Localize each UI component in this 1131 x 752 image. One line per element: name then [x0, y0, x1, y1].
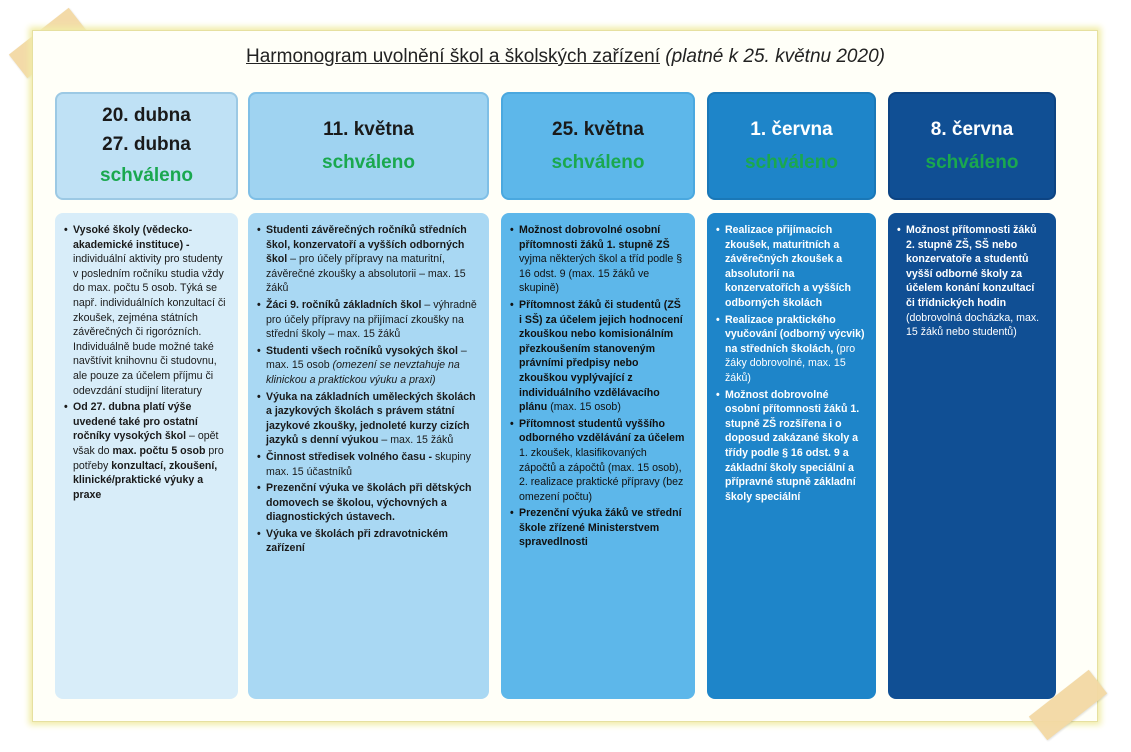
list-item-text: individuální aktivity pro studenty v posledním ročníku studia vždy do max. počtu 5 osob. Týká se např. individuálních konzultací či zkoušek, zejména státních závěrečných či rigorózních. Individuálně bude možné také navštívit knihovnu či studovnu, ale pouze za účelem příjmu či odevzdání studijní literatury: [73, 253, 226, 397]
list-item-text: Realizace praktického vyučování (odborný výcvik) na středních školách,: [725, 313, 865, 355]
list-item: [519, 506, 685, 550]
list-item-text: Přítomnost žáků či studentů (ZŠ i SŠ) za účelem jejich hodnocení zkouškou nebo komisionálním přezkoušením stanoveným právními předpisy nebo zkouškou vyplývající z individuálního vzdělávacího plánu: [519, 298, 683, 414]
list-item-text: Prezenční výuka ve školách při dětských domovech se školou, výchovných a diagnostických ústavech.: [266, 482, 472, 524]
title-main: Harmonogram uvolnění škol a školských zařízení: [246, 46, 660, 67]
list-item: [266, 481, 479, 525]
list-item-text: Od 27. dubna platí výše uvedené také pro ostatní ročníky vysokých škol: [73, 401, 198, 443]
list-item-text: vyjma některých škol a tříd podle § 16 odst. 9 (max. 15 žáků ve skupině): [519, 253, 683, 295]
column-2-header: [248, 92, 489, 200]
list-item-text: (omezení se nevztahuje na klinickou a praktickou výuku a praxi): [266, 359, 460, 386]
column-5-list: [898, 223, 1046, 340]
column-2-body: [248, 213, 489, 699]
column-1-date-2: 27. dubna: [102, 134, 191, 155]
list-item: [266, 344, 479, 388]
list-item-text: Studenti všech ročníků vysokých škol: [266, 344, 458, 357]
list-item: [73, 223, 228, 398]
column-1-status: schváleno: [100, 165, 193, 186]
list-item-text: Výuka ve školách při zdravotnickém zařízení: [266, 527, 448, 555]
column-4-body: [707, 213, 876, 699]
list-item-text: 1. zkoušek, klasifikovaných zápočtů a zápočtů (max. 15 osob), 2. realizace praktické přípravy (bez omezení počtu): [519, 446, 684, 503]
title-sub: (platné k 25. květnu 2020): [665, 46, 885, 67]
column-1-body: [55, 213, 238, 699]
column-2-status: schváleno: [322, 151, 415, 173]
list-item: [519, 417, 685, 505]
list-item-text: Přítomnost studentů vyššího odborného vzdělávání za účelem: [519, 417, 685, 445]
list-item: [519, 223, 685, 296]
list-item-text: (dobrovolná docházka, max. 15 žáků nebo studentů): [906, 311, 1040, 339]
column-3-list: [511, 223, 685, 550]
column-1-date-1: 20. dubna: [102, 105, 191, 126]
column-3-status: schváleno: [551, 151, 645, 173]
column-3-date: 25. května: [552, 118, 644, 140]
column-4-list: [717, 223, 866, 504]
list-item-text: Činnost středisek volného času -: [266, 450, 433, 463]
list-item-text: – výhradně pro účely přípravy na přijímací zkoušky na střední školy – max. 15 žáků: [266, 298, 477, 341]
list-item-text: skupiny max. 15 účastníků: [266, 450, 471, 478]
column-1-header: [55, 92, 238, 200]
column-2-date: 11. května: [323, 118, 414, 140]
list-item: [906, 223, 1046, 340]
column-4-status: schváleno: [745, 151, 838, 173]
list-item-text: (pro žáky dobrovolné, max. 15 žáků): [725, 342, 856, 384]
column-4-header: [707, 92, 876, 200]
list-item-text: Studenti závěrečných ročníků středních škol, konzervatoří a vyšších odborných škol: [266, 224, 467, 266]
list-item-text: – max. 15 osob: [266, 344, 467, 372]
list-item: [266, 450, 479, 479]
list-item: [725, 223, 866, 311]
list-item-text: Možnost dobrovolné osobní přítomnosti žáků 1. stupně ZŠ: [519, 224, 670, 251]
list-item-text: – opět však do: [73, 430, 219, 457]
list-item: [266, 223, 479, 296]
list-item-text: (max. 15 osob): [547, 401, 621, 414]
list-item-text: max. počtu 5 osob: [112, 444, 206, 457]
list-item-text: Žáci 9. ročníků základních škol: [266, 298, 422, 311]
list-item-text: Realizace přijímacích zkoušek, maturitních a závěrečných zkoušek a absolutorií na konzervatořích a vyšších odborných školách: [725, 224, 852, 309]
column-5-date: 8. června: [930, 118, 1014, 140]
column-3-body: [501, 213, 695, 699]
list-item: [266, 390, 479, 448]
column-5-body: [888, 213, 1056, 699]
list-item-text: Možnost dobrovolné osobní přítomnosti žáků 1. stupně ZŠ rozšířena i o doposud zakázané školy a třídy podle § 16 odst. 9 a základní školy speciální a přípravné stupně základní školy speciální: [725, 388, 860, 503]
column-5-status: schváleno: [925, 151, 1019, 173]
list-item-text: Možnost přítomnosti žáků 2. stupně ZŠ, SŠ nebo konzervatoře a studentů vyšší odborné školy za účelem konání konzultací či třídnických hodin: [906, 224, 1037, 309]
list-item-text: Vysoké školy (vědecko-akademické instituce) -: [73, 224, 193, 251]
list-item-text: pro potřeby: [73, 444, 224, 472]
list-item: [73, 400, 228, 502]
list-item-text: – max. 15 žáků: [378, 434, 454, 447]
column-1-list: [65, 223, 228, 502]
list-item: [725, 313, 866, 386]
list-item-text: Prezenční výuka žáků ve střední škole zřízené Ministerstvem spravedlnosti: [519, 507, 682, 549]
list-item-text: Výuka na základních uměleckých školách a jazykových školách s právem státní jazykové zkoušky, jednoleté kurzy cizích jazyků s denní výukou: [266, 390, 476, 447]
column-5-header: [888, 92, 1056, 200]
list-item: [725, 388, 866, 505]
page-title: [0, 46, 1131, 68]
list-item-text: – pro účely přípravy na maturitní, závěrečné zkoušky a absolutorii – max. 15 žáků: [266, 253, 466, 295]
list-item: [266, 298, 479, 342]
list-item-text: konzultací, zkoušení, klinické/praktické výuky a praxe: [73, 459, 218, 501]
list-item: [266, 527, 479, 556]
list-item: [519, 298, 685, 415]
column-2-list: [258, 223, 479, 556]
column-4-date: 1. června: [750, 118, 833, 140]
column-3-header: [501, 92, 695, 200]
